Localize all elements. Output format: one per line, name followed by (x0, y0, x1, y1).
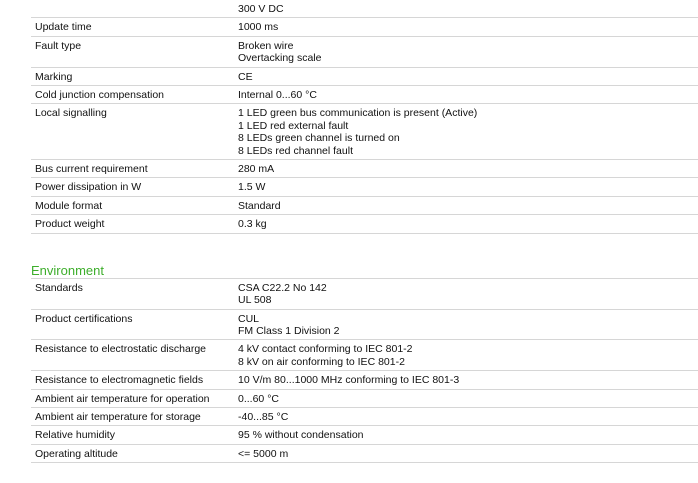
spec-value-line: 4 kV contact conforming to IEC 801-2 (238, 343, 413, 356)
table-row (31, 340, 698, 371)
spec-value-line: Overtacking scale (238, 52, 322, 65)
spec-value-line: 0...60 °C (238, 392, 279, 405)
spec-label: Marking (31, 67, 234, 85)
spec-label: Ambient air temperature for storage (31, 407, 234, 425)
spec-value-line: Broken wire (238, 39, 294, 52)
spec-value (234, 104, 698, 160)
spec-value-line: 1 LED green bus communication is present (Active) (238, 107, 478, 120)
spec-label: Ambient air temperature for operation (31, 389, 234, 407)
spec-value (234, 278, 698, 309)
spec-value-line: 1.5 W (238, 181, 266, 194)
spec-value (234, 160, 698, 178)
table-row (31, 371, 698, 389)
spec-label: Fault type (31, 36, 234, 67)
spec-value (234, 67, 698, 85)
spec-table-electrical (31, 0, 698, 234)
spec-value-line: 8 kV on air conforming to IEC 801-2 (238, 355, 405, 368)
table-row (31, 389, 698, 407)
table-row (31, 0, 698, 18)
spec-label: Power dissipation in W (31, 178, 234, 196)
spec-value (234, 178, 698, 196)
spec-value-line: Internal 0...60 °C (238, 89, 317, 102)
spec-value-line: 1 LED red external fault (238, 119, 349, 132)
spec-label: Module format (31, 196, 234, 214)
table-row (31, 196, 698, 214)
section-title-environment: Environment (31, 262, 104, 278)
spec-label: Local signalling (31, 104, 234, 160)
spec-label: Update time (31, 18, 234, 36)
table-row (31, 309, 698, 340)
table-row (31, 426, 698, 444)
spec-value-line: CUL (238, 312, 260, 325)
spec-label: Relative humidity (31, 426, 234, 444)
spec-label: Operating altitude (31, 444, 234, 462)
spec-value-line: CSA C22.2 No 142 (238, 281, 327, 294)
spec-label: Resistance to electrostatic discharge (31, 340, 234, 371)
spec-value-line: UL 508 (238, 294, 272, 307)
table-row (31, 104, 698, 160)
spec-value (234, 309, 698, 340)
spec-label: Product certifications (31, 309, 234, 340)
spec-value-line: 1000 ms (238, 21, 279, 34)
table-row (31, 160, 698, 178)
spec-value (234, 426, 698, 444)
spec-value-line: 95 % without condensation (238, 429, 364, 442)
spec-value (234, 0, 698, 18)
table-row (31, 407, 698, 425)
spec-label: Resistance to electromagnetic fields (31, 371, 234, 389)
spec-value (234, 389, 698, 407)
spec-value-line: 0.3 kg (238, 218, 267, 231)
spec-label: Standards (31, 278, 234, 309)
section-spacer (0, 234, 698, 264)
spec-value-line: 300 V DC (238, 3, 284, 15)
spec-value (234, 36, 698, 67)
spec-value (234, 340, 698, 371)
spec-value-line: Standard (238, 199, 281, 212)
spec-value (234, 444, 698, 462)
table-row (31, 67, 698, 85)
table-row (31, 36, 698, 67)
table-row (31, 86, 698, 104)
spec-value (234, 215, 698, 233)
spec-label: Bus current requirement (31, 160, 234, 178)
spec-value (234, 196, 698, 214)
spec-label: Product weight (31, 215, 234, 233)
table-row (31, 444, 698, 462)
table-row (31, 215, 698, 233)
spec-value-line: 10 V/m 80...1000 MHz conforming to IEC 801-3 (238, 374, 460, 387)
spec-label (31, 0, 234, 18)
table-row (31, 18, 698, 36)
spec-value (234, 86, 698, 104)
table-row (31, 278, 698, 309)
spec-value-line: 280 mA (238, 163, 275, 176)
spec-value-line: 8 LEDs red channel fault (238, 144, 353, 157)
spec-value-line: FM Class 1 Division 2 (238, 324, 340, 337)
spec-value (234, 371, 698, 389)
spec-value-line: 8 LEDs green channel is turned on (238, 132, 400, 145)
spec-value-line: <= 5000 m (238, 447, 289, 460)
table-row (31, 178, 698, 196)
spec-value-line: CE (238, 70, 253, 83)
spec-table-environment (31, 278, 698, 463)
spec-label: Cold junction compensation (31, 86, 234, 104)
spec-value (234, 18, 698, 36)
spec-value-line: -40...85 °C (238, 410, 289, 423)
spec-value (234, 407, 698, 425)
